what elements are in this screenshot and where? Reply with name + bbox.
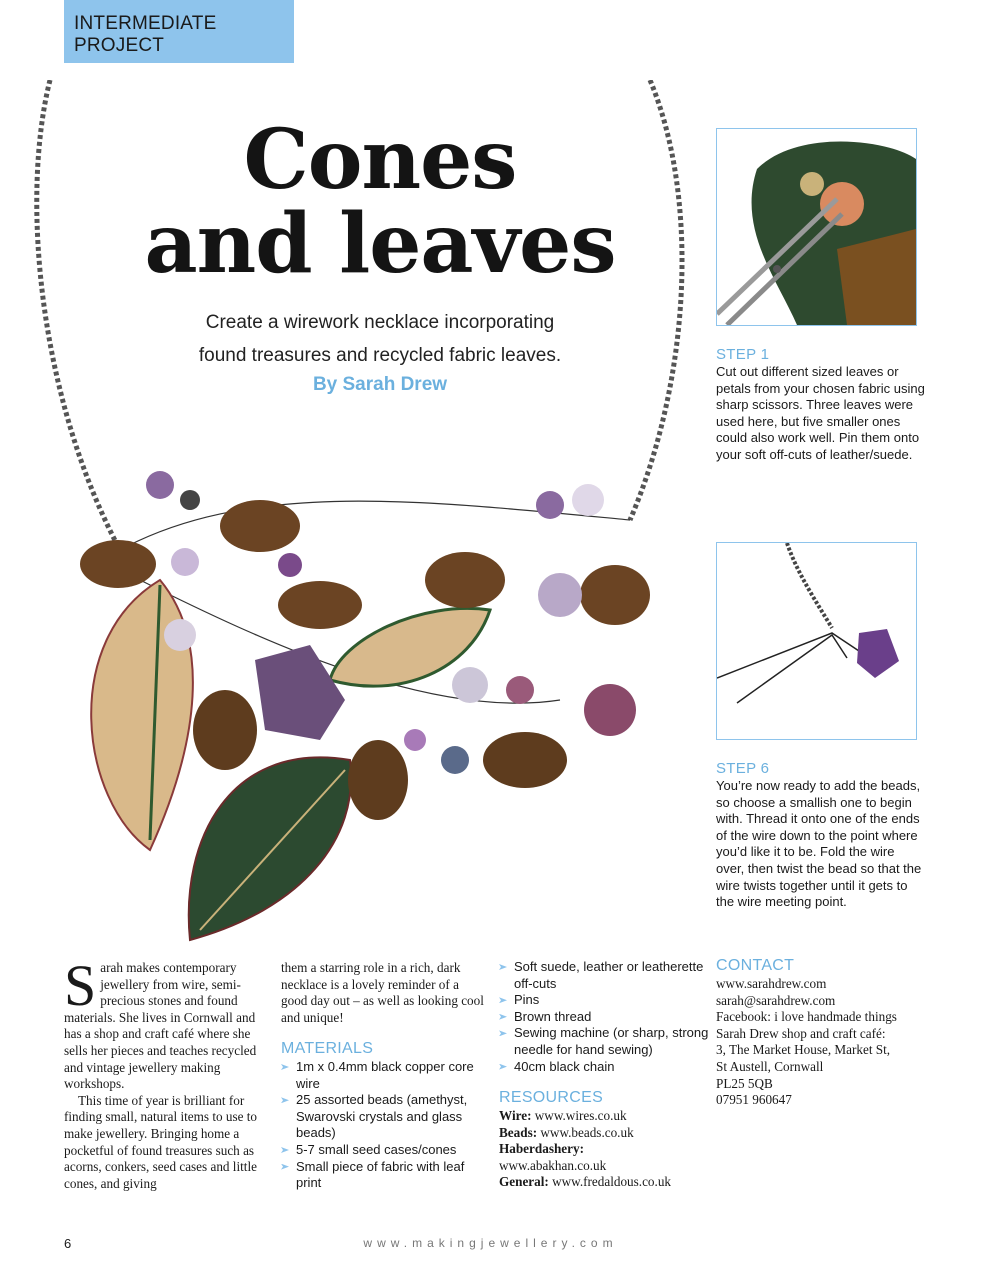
- article-title: [120, 112, 640, 292]
- contact-website[interactable]: www.sarahdrew.com: [716, 976, 827, 991]
- arrow-bullet-icon: [499, 1014, 507, 1020]
- resource-link[interactable]: www.abakhan.co.uk: [499, 1157, 607, 1173]
- list-item: Pins: [499, 992, 709, 1009]
- list-item: 25 assorted beads (amethyst, Swarovski crystals and glass beads): [281, 1092, 491, 1142]
- materials-heading: MATERIALS: [281, 1040, 374, 1057]
- step1-photo: [716, 128, 917, 326]
- arrow-bullet-icon: [499, 1064, 507, 1070]
- byline: By Sarah Drew: [312, 374, 448, 395]
- page-number: 6: [64, 1236, 72, 1251]
- intro-paragraph-3: them a starring role in a rich, dark necklace is a lovely reminder of a good day out – as well as looking cool and unique!: [281, 960, 484, 1025]
- contact-facebook: Facebook: i love handmade things: [716, 1009, 897, 1025]
- arrow-bullet-icon: [281, 1147, 289, 1153]
- step1-heading: STEP 1: [716, 346, 770, 363]
- intro-column: [64, 953, 264, 1192]
- title-line-2: and leaves: [144, 196, 616, 292]
- resources-list: [499, 1108, 709, 1191]
- intro-paragraph-1: arah makes contemporary jewellery from wire, semi-precious stones and found materials. She lives in Cornwall and has a shop and craft café where she sells her pieces and teaches recycled and vintage jewellery making workshops.: [64, 960, 257, 1092]
- contact-heading: CONTACT: [716, 957, 795, 974]
- list-item: Small piece of fabric with leaf print: [281, 1159, 491, 1192]
- arrow-bullet-icon: [499, 1030, 507, 1036]
- contact-details: [716, 976, 926, 1109]
- contact-line: St Austell, Cornwall: [716, 1058, 824, 1074]
- intro-paragraph-2: This time of year is brilliant for finding small, natural items to use to make jewellery. Bringing home a pocketful of found treasures such as acorns, conkers, seed cases and little cones, and giving: [64, 1092, 258, 1191]
- materials-list-continued: [499, 959, 709, 1075]
- materials-list: [281, 1059, 491, 1192]
- resource-link[interactable]: www.beads.co.uk: [540, 1124, 634, 1140]
- arrow-bullet-icon: [281, 1097, 289, 1103]
- resources-heading: RESOURCES: [499, 1089, 604, 1106]
- drop-cap: S: [64, 953, 97, 1018]
- wire-bead-image: [717, 543, 916, 739]
- list-item: 40cm black chain: [499, 1059, 709, 1076]
- contact-phone: 07951 960647: [716, 1092, 792, 1108]
- contact-line: 3, The Market House, Market St,: [716, 1042, 891, 1058]
- step6-heading: STEP 6: [716, 760, 770, 777]
- resource-link[interactable]: www.wires.co.uk: [534, 1108, 627, 1123]
- arrow-bullet-icon: [281, 1164, 289, 1170]
- step6-photo: [716, 542, 917, 740]
- subtitle-line-2: found treasures and recycled fabric leaves.: [198, 345, 562, 366]
- list-item: 1m x 0.4mm black copper core wire: [281, 1059, 491, 1092]
- resource-link[interactable]: www.fredaldous.co.uk: [552, 1174, 672, 1190]
- list-item: Soft suede, leather or leatherette off-cuts: [499, 959, 709, 992]
- step1-text: Cut out different sized leaves or petals from your chosen fabric using sharp scissors. Three leaves were used here, but five smaller ones could also work well. Pin them onto your soft off-cuts of leather/suede.: [716, 364, 925, 462]
- list-item: Brown thread: [499, 1009, 709, 1026]
- list-item: 5-7 small seed cases/cones: [281, 1142, 491, 1159]
- resource-item: Beads: www.beads.co.uk: [499, 1124, 634, 1140]
- resource-item: Haberdashery: www.abakhan.co.uk: [499, 1141, 607, 1173]
- section-tag: [64, 0, 294, 63]
- arrow-bullet-icon: [499, 964, 507, 970]
- contact-email[interactable]: sarah@sarahdrew.com: [716, 992, 836, 1008]
- contact-line: Sarah Drew shop and craft café:: [716, 1025, 886, 1041]
- contact-line: PL25 5QB: [716, 1075, 773, 1091]
- resource-item: General: www.fredaldous.co.uk: [499, 1174, 672, 1190]
- step6-text: You’re now ready to add the beads, so choose a smallish one to begin with. Thread it onto one of the ends of the wire down to the point where you’d like it to be. Fold the wire over, then twist the bead so that the wire twists together until it gets to the wire meeting point.: [716, 778, 922, 910]
- arrow-bullet-icon: [499, 997, 507, 1003]
- footer-url[interactable]: www.makingjewellery.com: [363, 1236, 618, 1250]
- list-item: Sewing machine (or sharp, strong needle for hand sewing): [499, 1025, 709, 1058]
- fabric-scissors-image: [717, 129, 916, 325]
- resource-item: Wire: www.wires.co.uk: [499, 1108, 627, 1123]
- article-subtitle: [150, 306, 610, 372]
- section-tag-label: INTERMEDIATE PROJECT: [74, 13, 217, 56]
- subtitle-line-1: Create a wirework necklace incorporating: [205, 312, 555, 333]
- arrow-bullet-icon: [281, 1064, 289, 1070]
- title-line-1: Cones: [243, 112, 517, 208]
